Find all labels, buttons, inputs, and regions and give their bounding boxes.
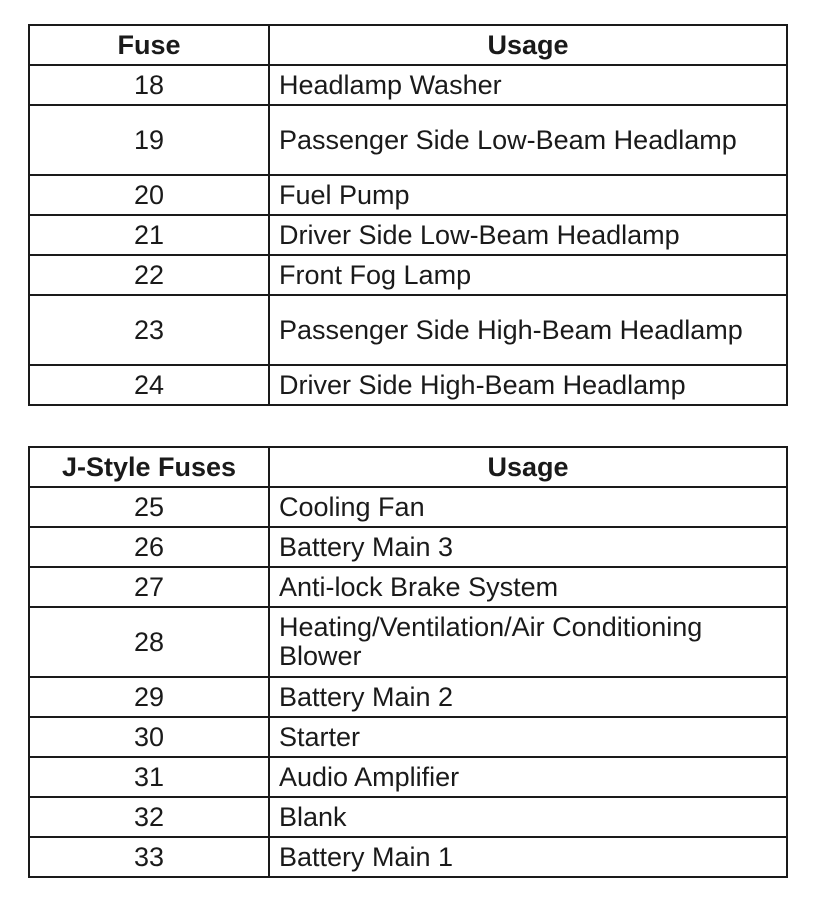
table-header-row xyxy=(29,447,787,487)
fuse-usage-table xyxy=(28,24,788,406)
fuse-usage: Cooling Fan xyxy=(269,487,787,527)
table-header-row xyxy=(29,25,787,65)
fuse-number: 30 xyxy=(29,717,269,757)
fuse-number: 22 xyxy=(29,255,269,295)
column-header-usage: Usage xyxy=(269,447,787,487)
fuse-usage: Blank xyxy=(269,797,787,837)
fuse-usage: Battery Main 3 xyxy=(269,527,787,567)
table-row xyxy=(29,365,787,405)
fuse-number: 33 xyxy=(29,837,269,877)
column-header-fuse: Fuse xyxy=(29,25,269,65)
table-row xyxy=(29,105,787,175)
fuse-usage: Anti-lock Brake System xyxy=(269,567,787,607)
fuse-usage: Fuel Pump xyxy=(269,175,787,215)
fuse-usage: Heating/Ventilation/Air Conditioning Blower xyxy=(269,607,787,677)
fuse-number: 18 xyxy=(29,65,269,105)
fuse-usage: Passenger Side Low-Beam Headlamp xyxy=(269,105,787,175)
fuse-usage: Battery Main 1 xyxy=(269,837,787,877)
table-row xyxy=(29,717,787,757)
fuse-usage: Headlamp Washer xyxy=(269,65,787,105)
fuse-usage: Driver Side High-Beam Headlamp xyxy=(269,365,787,405)
fuse-number: 27 xyxy=(29,567,269,607)
fuse-usage: Audio Amplifier xyxy=(269,757,787,797)
column-header-usage: Usage xyxy=(269,25,787,65)
table-row xyxy=(29,295,787,365)
table-row xyxy=(29,487,787,527)
fuse-number: 20 xyxy=(29,175,269,215)
table-row xyxy=(29,255,787,295)
table-row xyxy=(29,607,787,677)
fuse-number: 31 xyxy=(29,757,269,797)
fuse-number: 23 xyxy=(29,295,269,365)
fuse-usage: Starter xyxy=(269,717,787,757)
fuse-number: 29 xyxy=(29,677,269,717)
fuse-number: 19 xyxy=(29,105,269,175)
table-row xyxy=(29,527,787,567)
table-row xyxy=(29,677,787,717)
fuse-number: 26 xyxy=(29,527,269,567)
table-row xyxy=(29,65,787,105)
table-row xyxy=(29,837,787,877)
fuse-number: 32 xyxy=(29,797,269,837)
fuse-number: 21 xyxy=(29,215,269,255)
table-row xyxy=(29,175,787,215)
jstyle-fuse-usage-table xyxy=(28,446,788,878)
fuse-usage: Passenger Side High-Beam Headlamp xyxy=(269,295,787,365)
fuse-usage: Front Fog Lamp xyxy=(269,255,787,295)
table-row xyxy=(29,567,787,607)
fuse-usage: Battery Main 2 xyxy=(269,677,787,717)
fuse-number: 24 xyxy=(29,365,269,405)
fuse-usage: Driver Side Low-Beam Headlamp xyxy=(269,215,787,255)
fuse-number: 25 xyxy=(29,487,269,527)
table-row xyxy=(29,797,787,837)
table-row xyxy=(29,757,787,797)
fuse-number: 28 xyxy=(29,607,269,677)
column-header-jstyle-fuses: J-Style Fuses xyxy=(29,447,269,487)
table-row xyxy=(29,215,787,255)
